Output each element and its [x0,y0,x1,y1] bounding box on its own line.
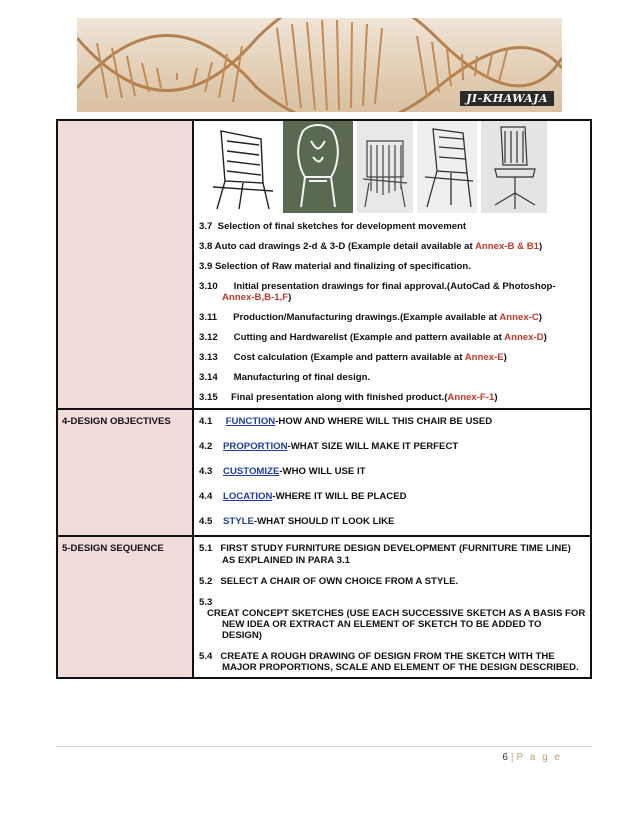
item-text: SELECT A CHAIR OF OWN CHOICE FROM A STYLE. [212,575,459,587]
keyword-link[interactable]: FUNCTION [225,416,276,428]
table-row [57,120,591,409]
item-text: Final presentation along with finished product.( [217,392,448,404]
item-number: 5.4 [199,650,213,662]
keyword-link[interactable]: PROPORTION [223,441,288,453]
right-cell [193,409,591,536]
item-number: 3.14 [199,372,218,384]
footer-separator: | [510,752,514,763]
annex-reference: Annex-C [499,312,539,324]
annex-reference: Annex-E [464,352,504,364]
sketch-5 [481,121,547,213]
sketch-4 [417,121,477,213]
item-text: ) [288,292,292,304]
page-number: 6 [502,752,508,763]
item-number: 3.12 [199,332,218,344]
row-label: 4-DESIGN OBJECTIVES [62,416,171,428]
list-item [199,516,584,527]
item-number: 3.11 [199,312,218,324]
item-text: -WHAT SIZE WILL MAKE IT PERFECT [287,441,459,453]
item-text: Selection of Raw material and finalizing of specification. [212,261,471,273]
item-text: ) [538,241,543,253]
sketch-3 [357,121,413,213]
table-row [57,409,591,536]
page-footer [502,752,562,763]
keyword-label: STYLE [223,516,254,528]
list-item [199,416,584,427]
item-number: 3.9 [199,261,213,273]
item-text: Production/Manufacturing drawings.(Example available at [217,312,500,324]
left-cell [57,409,193,536]
right-cell [193,120,591,409]
list-item [199,261,584,272]
item-text: CREATE A ROUGH DRAWING OF DESIGN FROM THE SKETCH WITH THE [212,650,555,662]
keyword-link[interactable]: CUSTOMIZE [223,466,280,478]
item-text: Initial presentation drawings for final approval.(AutoCad & Photoshop- [217,281,556,293]
item-text: -WHERE IT WILL BE PLACED [272,491,407,503]
item-text: -HOW AND WHERE WILL THIS CHAIR BE USED [275,416,493,428]
header-banner-image [77,18,562,112]
list-item [199,281,584,303]
item-number: 4.4 [199,491,213,503]
footer-divider [56,746,592,747]
list-item [199,491,584,502]
item-text-continued: MAJOR PROPORTIONS, SCALE AND ELEMENT OF THE DESIGN DESCRIBED. [222,661,579,673]
brand-label: JI-KHAWAJA [460,91,554,106]
list-item [199,372,584,383]
annex-reference: Annex-F-1 [447,392,495,404]
right-cell [193,536,591,677]
annex-reference: Annex-B & B1 [475,241,539,253]
list-item [199,332,584,343]
item-number: 3.10 [199,281,218,293]
list-item [199,441,584,452]
item-text: -WHO WILL USE IT [279,466,366,478]
keyword-link[interactable]: LOCATION [223,491,273,503]
item-text: ) [543,332,547,344]
item-text: ) [494,392,498,404]
list-item [199,466,584,477]
item-text: -WHAT SHOULD IT LOOK LIKE [253,516,395,528]
left-cell-empty [57,120,193,409]
item-text: Manufacturing of final design. [217,372,371,384]
item-number: 4.3 [199,466,213,478]
annex-reference: Annex-B,B-1,F [222,292,289,304]
left-cell [57,536,193,677]
sketch-1 [203,121,279,213]
item-text: Auto cad drawings 2-d & 3-D (Example detail available at [212,241,475,253]
item-text: FIRST STUDY FURNITURE DESIGN DEVELOPMENT (FURNITURE TIME LINE) [212,543,571,555]
item-number: 4.1 [199,416,213,428]
item-number: 3.15 [199,392,218,404]
table-row [57,536,591,677]
item-number: 3.8 [199,241,213,253]
item-number: 5.3 [199,596,213,608]
list-item [199,221,584,232]
list-item [199,576,584,587]
list-item [199,241,584,252]
item-number: 3.13 [199,352,218,364]
item-text: ) [538,312,542,324]
item-text: CREAT CONCEPT SKETCHES (USE EACH SUCCESSIVE SKETCH AS A BASIS FOR [199,607,586,619]
item-text-continued: AS EXPLAINED IN PARA 3.1 [222,554,350,566]
list-item [199,543,584,565]
list-item [199,392,584,403]
annex-reference: Annex-D [504,332,544,344]
list-item [199,312,584,323]
item-number: 5.1 [199,543,213,555]
item-text: ) [503,352,507,364]
item-number: 5.2 [199,575,213,587]
row-label: 5-DESIGN SEQUENCE [62,543,164,555]
page-word: P a g e [516,752,562,763]
chair-sketches [203,121,584,221]
item-text: Selection of final sketches for development movement [212,221,467,232]
item-text-continued: NEW IDEA OR EXTRACT AN ELEMENT OF SKETCH TO BE ADDED TO DESIGN) [222,618,542,641]
item-number: 4.2 [199,441,213,453]
sketch-2 [283,121,353,213]
item-number: 4.5 [199,516,213,528]
item-text: Cutting and Hardwarelist (Example and pattern available at [217,332,505,344]
content-table [56,119,592,679]
list-item [199,651,584,673]
list-item [199,352,584,363]
item-number: 3.7 [199,221,213,232]
list-item [199,597,584,641]
item-text: Cost calculation (Example and pattern available at [217,352,465,364]
